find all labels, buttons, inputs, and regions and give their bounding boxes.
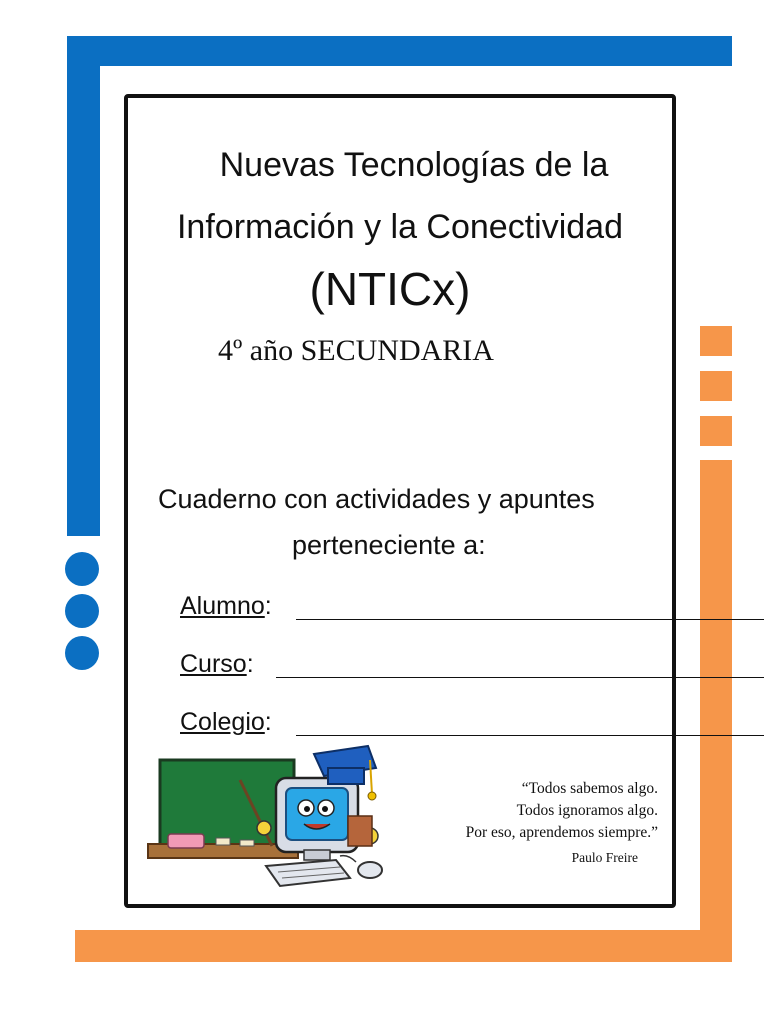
- field-alumno: [180, 592, 272, 621]
- field-colegio: [180, 708, 272, 737]
- field-curso-label: Curso: [180, 650, 247, 678]
- quote-line-1: “Todos sabemos algo.: [521, 780, 658, 797]
- field-colegio-line: [296, 735, 764, 736]
- orange-square-2: [700, 371, 732, 401]
- title-acronym: (NTICx): [309, 263, 471, 315]
- field-colegio-separator: :: [264, 708, 272, 736]
- quote-author: Paulo Freire: [571, 850, 638, 865]
- blue-dot-1: [65, 552, 99, 586]
- field-curso: [180, 650, 254, 679]
- blue-dot-2: [65, 594, 99, 628]
- computer-teacher-clipart-icon: [144, 742, 394, 898]
- title-line-2: Información y la Conectividad: [176, 208, 623, 246]
- field-alumno-label: Alumno: [180, 592, 265, 620]
- field-alumno-line: [296, 619, 764, 620]
- right-orange-bar: [700, 460, 732, 962]
- top-blue-bar: [67, 36, 732, 66]
- quote-block: [404, 778, 658, 844]
- blue-dot-3: [65, 636, 99, 670]
- orange-square-3: [700, 416, 732, 446]
- bottom-orange-bar: [75, 930, 732, 962]
- field-curso-line: [276, 677, 764, 678]
- notebook-description-line-1: Cuaderno con actividades y apuntes: [158, 484, 595, 514]
- course-year-subtitle: 4º año SECUNDARIA: [218, 334, 494, 367]
- field-curso-separator: :: [246, 650, 254, 678]
- cover-frame: [124, 94, 676, 908]
- quote-line-2: Todos ignoramos algo.: [516, 802, 658, 819]
- title-line-1: Nuevas Tecnologías de la: [219, 146, 609, 184]
- orange-square-1: [700, 326, 732, 356]
- field-alumno-separator: :: [264, 592, 272, 620]
- left-blue-bar: [67, 36, 100, 536]
- quote-line-3: Por eso, aprendemos siempre.”: [465, 824, 658, 841]
- field-colegio-label: Colegio: [180, 708, 265, 736]
- notebook-description-line-2: perteneciente a:: [292, 530, 486, 560]
